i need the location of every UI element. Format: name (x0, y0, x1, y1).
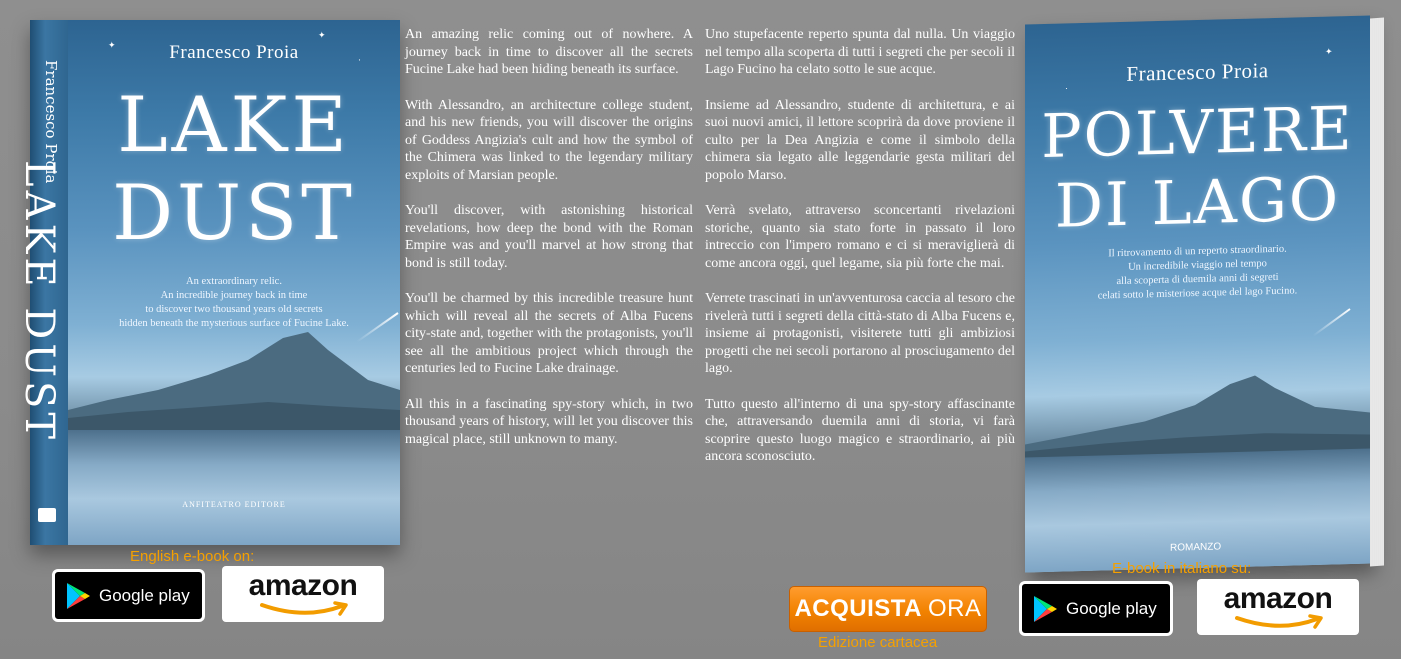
google-play-icon (65, 582, 91, 610)
buy-now-label-light: ORA (928, 595, 982, 622)
english-book-spine (16, 20, 68, 545)
cover-author: Francesco Proia (169, 42, 299, 63)
italian-paragraph: Uno stupefacente reperto spunta dal nulla. Un viaggio nel tempo alla scoperta di tutti i segreti che per secoli il Lago Fucino ha celato sotto le sue acque. (705, 27, 1015, 77)
english-book-cover (68, 20, 400, 545)
star-icon: · (1065, 83, 1068, 94)
comet-icon (1313, 308, 1351, 336)
mountain-illustration (1025, 350, 1370, 459)
spine-author: Francesco Proia (42, 60, 60, 184)
italian-cover-tagline: Il ritrovamento di un reperto straordinario. Un incredibile viaggio nel tempo alla scoperta di duemila anni di segreti celati sotto le misteriose acque del lago Fucino. (1097, 243, 1298, 302)
italian-book-pages (1370, 18, 1384, 567)
google-play-label: Google play (1066, 598, 1157, 618)
english-paragraph: With Alessandro, an architecture college student, and his new friends, you will discover the origins of Goddess Angizia's cult and how the symbol of the Chimera was linked to the legendary military exploits of Marsian people. (405, 97, 693, 183)
spine-title: LAKE DUST (16, 160, 62, 444)
cover-title-line-2: DUST (112, 168, 356, 257)
print-edition-caption: Edizione cartacea (818, 634, 938, 651)
publisher-logo (68, 500, 400, 509)
english-description (405, 26, 693, 466)
star-icon: ✦ (108, 40, 116, 50)
italian-cover-author: Francesco Proia (1126, 58, 1269, 86)
amazon-label: amazon (248, 569, 358, 602)
star-icon: ✦ (1325, 46, 1333, 57)
italian-cover-genre: ROMANZO (1170, 541, 1222, 554)
star-icon: · (358, 55, 361, 65)
lake-water (1025, 448, 1370, 572)
italian-paragraph: Verrà svelato, attraverso sconcertanti rivelazioni storiche, quanto sia stato forte in passato il loro intreccio con l'impero romano e ci si meraviglierà di come ancora oggi, quel legame, sia più forte che mai. (705, 203, 1015, 271)
italian-description (705, 26, 1015, 484)
italian-cover-title-line-1: POLVERE (1041, 93, 1354, 173)
amazon-label: amazon (1223, 582, 1333, 615)
google-play-icon (1032, 595, 1058, 623)
italian-amazon-button[interactable] (1197, 579, 1359, 635)
star-icon: ✦ (318, 30, 326, 40)
italian-book-cover (1025, 15, 1370, 572)
cover-tagline: An extraordinary relic. An incredible journey back in time to discover two thousand years old secrets hidden beneath the mysterious surface of Fucine Lake. (119, 276, 349, 329)
english-paragraph: All this in a fascinating spy-story which, in two thousand years of history, will let you discover this magical place, still unknown to many. (405, 396, 693, 447)
amazon-smile-icon (260, 602, 350, 618)
cover-title-line-1: LAKE (117, 80, 351, 169)
italian-paragraph: Insieme ad Alessandro, studente di architettura, e ai suoi nuovi amici, il lettore scoprirà da dove proviene il culto per la Dea Angizia e come il simbolo della chimera sia legato alle leggendarie gesta militari del popolo Marso. (705, 97, 1015, 183)
italian-book (1025, 10, 1385, 570)
english-amazon-button[interactable] (222, 566, 384, 622)
google-play-label: Google play (99, 585, 190, 605)
english-store-caption: English e-book on: (130, 548, 255, 565)
italian-paragraph: Tutto questo all'interno di una spy-story affascinante che, attraversando duemila anni di storia, vi farà scoprire questo luogo magico e straordinario, ai più ancora sconosciuto. (705, 396, 1015, 464)
english-paragraph: You'll discover, with astonishing historical revelations, how deep the bond with the Roman Empire was and you'll marvel at how strong that bond is still today. (405, 203, 693, 271)
italian-cover-title-line-2: DI LAGO (1054, 164, 1341, 242)
buy-now-label-bold: ACQUISTA (794, 595, 923, 622)
buy-now-button[interactable] (789, 586, 987, 632)
mountain-illustration (68, 320, 400, 430)
publisher-name: ANFITEATRO EDITORE (182, 500, 286, 509)
italian-paragraph: Verrete trascinati in un'avventurosa caccia al tesoro che rivelerà tutti i segreti della città-stato di Alba Fucens e, insieme ai protagonisti, visiterete tutti gli ambiziosi progetti che nei secoli portarono al prosciugamento del lago. (705, 291, 1015, 376)
english-book (16, 20, 400, 545)
english-google-play-button[interactable] (52, 569, 205, 622)
english-paragraph: An amazing relic coming out of nowhere. A journey back in time to discover all the secrets Fucine Lake had been hiding beneath its surface. (405, 27, 693, 77)
lake-water (68, 430, 400, 545)
italian-store-caption: E-book in italiano su: (1112, 560, 1252, 577)
spine-publisher-logo (38, 508, 56, 522)
italian-google-play-button[interactable] (1019, 581, 1173, 636)
amazon-smile-icon (1235, 615, 1325, 631)
english-paragraph: You'll be charmed by this incredible treasure hunt which will reveal all the secrets of Alba Fucens city-state and, together with the protagonists, you'll see all the ambitious project which through the centuries led to Fucine Lake drainage. (405, 291, 693, 376)
